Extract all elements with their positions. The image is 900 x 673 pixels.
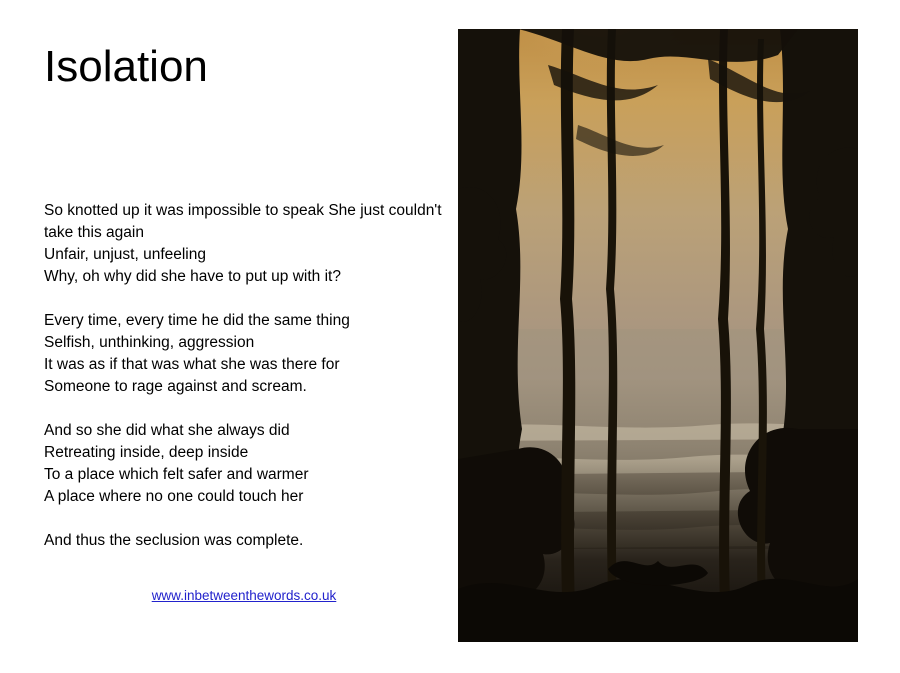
poem-line: A place where no one could touch her: [44, 488, 304, 505]
poem-line: It was as if that was what she was there for: [44, 356, 340, 373]
poem-line: To a place which felt safer and warmer: [44, 466, 309, 483]
website-link-container: [44, 588, 444, 603]
poem-line: Someone to rage against and scream.: [44, 378, 307, 395]
poem-line: And thus the seclusion was complete.: [44, 532, 304, 549]
poem-line: So knotted up it was impossible to speak She just couldn't take this again: [44, 202, 442, 241]
stanza: [44, 530, 444, 552]
website-link[interactable]: www.inbetweenthewords.co.uk: [151, 588, 337, 603]
sunset-illustration: [458, 29, 858, 642]
page-title: Isolation: [44, 42, 208, 91]
slide-image: [458, 29, 858, 642]
poem-line: Unfair, unjust, unfeeling: [44, 246, 206, 263]
stanza: [44, 200, 444, 288]
poem-line: Selfish, unthinking, aggression: [44, 334, 255, 351]
poem-body: [44, 200, 444, 552]
stanza: [44, 420, 444, 508]
stanza: [44, 310, 444, 398]
poem-line: Every time, every time he did the same thing: [44, 312, 350, 329]
poem-line: Why, oh why did she have to put up with it?: [44, 268, 341, 285]
poem-line: Retreating inside, deep inside: [44, 444, 249, 461]
poem-line: And so she did what she always did: [44, 422, 290, 439]
